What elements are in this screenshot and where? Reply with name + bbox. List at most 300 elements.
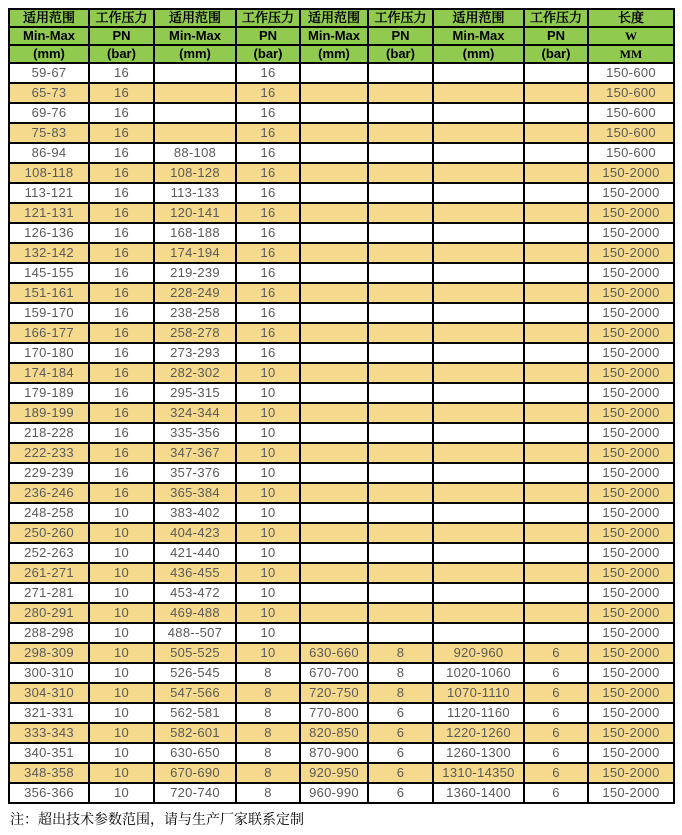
table-cell xyxy=(433,203,524,223)
table-cell: 321-331 xyxy=(9,703,89,723)
table-cell xyxy=(524,543,588,563)
table-cell: 219-239 xyxy=(154,263,236,283)
table-cell: 10 xyxy=(89,663,154,683)
table-row xyxy=(9,563,674,583)
table-cell: 8 xyxy=(236,663,300,683)
table-cell: 16 xyxy=(89,343,154,363)
table-cell xyxy=(368,463,433,483)
table-cell: 126-136 xyxy=(9,223,89,243)
table-cell xyxy=(300,583,368,603)
table-cell xyxy=(300,243,368,263)
table-cell: 250-260 xyxy=(9,523,89,543)
table-cell: 6 xyxy=(368,723,433,743)
table-cell: 166-177 xyxy=(9,323,89,343)
table-cell xyxy=(524,423,588,443)
table-cell: 16 xyxy=(236,323,300,343)
table-row xyxy=(9,323,674,343)
table-cell xyxy=(524,143,588,163)
table-cell: 150-600 xyxy=(588,103,674,123)
table-cell: 10 xyxy=(236,443,300,463)
table-cell xyxy=(433,263,524,283)
table-cell xyxy=(368,323,433,343)
table-cell: 348-358 xyxy=(9,763,89,783)
header-title-col8: 工作压力 xyxy=(524,9,588,27)
table-cell: 357-376 xyxy=(154,463,236,483)
table-cell: 16 xyxy=(89,363,154,383)
table-cell: 238-258 xyxy=(154,303,236,323)
table-cell: 150-2000 xyxy=(588,763,674,783)
header-unit-col3: (mm) xyxy=(154,45,236,63)
table-cell: 488--507 xyxy=(154,623,236,643)
table-cell: 670-700 xyxy=(300,663,368,683)
table-cell xyxy=(433,423,524,443)
table-cell: 10 xyxy=(89,543,154,563)
table-cell xyxy=(433,543,524,563)
table-cell: 10 xyxy=(236,583,300,603)
table-cell: 170-180 xyxy=(9,343,89,363)
table-cell: 920-960 xyxy=(433,643,524,663)
header-subtitle-col2: PN xyxy=(89,27,154,45)
table-row xyxy=(9,303,674,323)
table-cell: 6 xyxy=(524,703,588,723)
table-cell: 179-189 xyxy=(9,383,89,403)
table-cell: 300-310 xyxy=(9,663,89,683)
table-cell: 16 xyxy=(89,263,154,283)
table-body xyxy=(9,63,674,803)
table-cell xyxy=(524,223,588,243)
table-cell xyxy=(524,303,588,323)
table-cell: 10 xyxy=(236,363,300,383)
header-row-titles xyxy=(9,9,674,27)
table-cell: 113-121 xyxy=(9,183,89,203)
table-cell xyxy=(524,323,588,343)
table-cell: 436-455 xyxy=(154,563,236,583)
table-cell xyxy=(368,83,433,103)
table-cell: 150-2000 xyxy=(588,623,674,643)
table-cell: 16 xyxy=(89,463,154,483)
table-row xyxy=(9,643,674,663)
table-cell: 16 xyxy=(89,423,154,443)
header-subtitle-col5: Min-Max xyxy=(300,27,368,45)
table-cell: 505-525 xyxy=(154,643,236,663)
table-cell: 10 xyxy=(89,603,154,623)
table-cell: 1120-1160 xyxy=(433,703,524,723)
header-title-col5: 适用范围 xyxy=(300,9,368,27)
table-cell: 150-2000 xyxy=(588,503,674,523)
table-cell xyxy=(368,503,433,523)
table-cell: 150-2000 xyxy=(588,223,674,243)
table-cell xyxy=(368,583,433,603)
table-cell: 16 xyxy=(89,183,154,203)
table-cell xyxy=(368,143,433,163)
table-cell: 630-650 xyxy=(154,743,236,763)
table-cell: 6 xyxy=(368,743,433,763)
table-cell xyxy=(300,83,368,103)
table-row xyxy=(9,63,674,83)
table-cell xyxy=(433,343,524,363)
table-cell xyxy=(300,623,368,643)
table-cell: 547-566 xyxy=(154,683,236,703)
table-row xyxy=(9,83,674,103)
table-row xyxy=(9,783,674,803)
header-title-col6: 工作压力 xyxy=(368,9,433,27)
table-row xyxy=(9,163,674,183)
table-cell: 150-2000 xyxy=(588,783,674,803)
table-cell: 150-2000 xyxy=(588,163,674,183)
table-cell: 10 xyxy=(89,743,154,763)
table-cell xyxy=(524,623,588,643)
table-row xyxy=(9,623,674,643)
table-cell xyxy=(433,383,524,403)
table-cell: 526-545 xyxy=(154,663,236,683)
table-cell: 150-2000 xyxy=(588,543,674,563)
table-cell: 6 xyxy=(524,723,588,743)
table-cell xyxy=(368,283,433,303)
table-cell: 150-2000 xyxy=(588,443,674,463)
table-cell: 16 xyxy=(89,383,154,403)
table-cell: 150-2000 xyxy=(588,283,674,303)
table-cell xyxy=(524,103,588,123)
table-cell: 150-2000 xyxy=(588,183,674,203)
header-subtitle-col3: Min-Max xyxy=(154,27,236,45)
table-cell xyxy=(368,203,433,223)
table-cell xyxy=(524,523,588,543)
table-cell xyxy=(433,523,524,543)
header-title-col9: 长度 xyxy=(588,9,674,27)
table-cell: 150-2000 xyxy=(588,523,674,543)
table-cell: 59-67 xyxy=(9,63,89,83)
table-cell: 304-310 xyxy=(9,683,89,703)
table-cell xyxy=(524,603,588,623)
table-cell: 1220-1260 xyxy=(433,723,524,743)
table-row xyxy=(9,203,674,223)
table-cell xyxy=(433,583,524,603)
table-cell: 340-351 xyxy=(9,743,89,763)
table-cell xyxy=(433,283,524,303)
table-cell: 1020-1060 xyxy=(433,663,524,683)
table-cell: 920-950 xyxy=(300,763,368,783)
table-cell: 86-94 xyxy=(9,143,89,163)
table-cell: 8 xyxy=(236,683,300,703)
table-header xyxy=(9,9,674,63)
table-row xyxy=(9,503,674,523)
table-cell xyxy=(300,163,368,183)
table-cell: 770-800 xyxy=(300,703,368,723)
table-cell: 10 xyxy=(236,563,300,583)
table-cell: 150-2000 xyxy=(588,203,674,223)
table-cell: 10 xyxy=(89,783,154,803)
table-cell xyxy=(300,543,368,563)
table-cell xyxy=(300,463,368,483)
table-cell: 324-344 xyxy=(154,403,236,423)
table-cell xyxy=(524,443,588,463)
table-cell: 1310-14350 xyxy=(433,763,524,783)
table-cell xyxy=(433,143,524,163)
table-cell xyxy=(300,183,368,203)
table-cell xyxy=(433,183,524,203)
table-row xyxy=(9,463,674,483)
table-cell: 150-2000 xyxy=(588,243,674,263)
table-cell: 16 xyxy=(236,203,300,223)
table-cell: 236-246 xyxy=(9,483,89,503)
table-cell: 150-2000 xyxy=(588,343,674,363)
table-cell: 333-343 xyxy=(9,723,89,743)
table-cell: 8 xyxy=(368,643,433,663)
table-cell: 108-128 xyxy=(154,163,236,183)
table-cell: 150-2000 xyxy=(588,463,674,483)
table-cell: 295-315 xyxy=(154,383,236,403)
table-cell: 6 xyxy=(524,683,588,703)
table-cell xyxy=(300,323,368,343)
table-cell: 150-2000 xyxy=(588,303,674,323)
table-cell xyxy=(524,563,588,583)
table-cell xyxy=(524,183,588,203)
header-subtitle-col4: PN xyxy=(236,27,300,45)
table-cell: 150-2000 xyxy=(588,723,674,743)
table-cell: 6 xyxy=(524,783,588,803)
table-cell: 150-2000 xyxy=(588,383,674,403)
table-cell xyxy=(433,103,524,123)
table-cell: 8 xyxy=(368,683,433,703)
header-title-col1: 适用范围 xyxy=(9,9,89,27)
table-cell xyxy=(433,243,524,263)
table-cell: 6 xyxy=(524,663,588,683)
table-cell: 159-170 xyxy=(9,303,89,323)
table-cell: 108-118 xyxy=(9,163,89,183)
table-cell: 421-440 xyxy=(154,543,236,563)
table-row xyxy=(9,183,674,203)
header-title-col4: 工作压力 xyxy=(236,9,300,27)
table-row xyxy=(9,763,674,783)
table-cell xyxy=(368,423,433,443)
table-cell xyxy=(300,203,368,223)
table-row xyxy=(9,103,674,123)
table-cell: 10 xyxy=(236,423,300,443)
header-row-units xyxy=(9,45,674,63)
table-cell: 298-309 xyxy=(9,643,89,663)
table-row xyxy=(9,743,674,763)
table-cell: 150-600 xyxy=(588,143,674,163)
table-row xyxy=(9,243,674,263)
table-cell: 261-271 xyxy=(9,563,89,583)
table-cell: 75-83 xyxy=(9,123,89,143)
table-cell: 383-402 xyxy=(154,503,236,523)
table-cell: 10 xyxy=(89,523,154,543)
table-cell: 16 xyxy=(236,183,300,203)
table-row xyxy=(9,123,674,143)
table-cell xyxy=(300,283,368,303)
table-cell: 16 xyxy=(236,303,300,323)
table-cell: 150-2000 xyxy=(588,583,674,603)
header-subtitle-col9: W xyxy=(588,27,674,45)
table-cell xyxy=(524,483,588,503)
table-cell: 720-740 xyxy=(154,783,236,803)
table-cell: 174-184 xyxy=(9,363,89,383)
table-cell xyxy=(368,403,433,423)
table-cell: 16 xyxy=(89,83,154,103)
table-cell xyxy=(368,303,433,323)
table-cell: 145-155 xyxy=(9,263,89,283)
table-cell xyxy=(524,403,588,423)
table-cell: 16 xyxy=(89,203,154,223)
header-unit-col2: (bar) xyxy=(89,45,154,63)
table-row xyxy=(9,683,674,703)
table-cell: 150-2000 xyxy=(588,663,674,683)
table-cell xyxy=(433,563,524,583)
header-unit-col1: (mm) xyxy=(9,45,89,63)
table-row xyxy=(9,143,674,163)
table-row xyxy=(9,383,674,403)
table-cell: 10 xyxy=(236,543,300,563)
table-cell: 120-141 xyxy=(154,203,236,223)
table-cell: 8 xyxy=(236,703,300,723)
table-cell: 335-356 xyxy=(154,423,236,443)
table-cell xyxy=(524,263,588,283)
table-cell: 10 xyxy=(236,383,300,403)
table-cell: 121-131 xyxy=(9,203,89,223)
table-cell xyxy=(300,443,368,463)
table-cell xyxy=(524,343,588,363)
table-cell xyxy=(368,443,433,463)
table-cell xyxy=(368,523,433,543)
table-cell xyxy=(368,223,433,243)
table-cell: 8 xyxy=(368,663,433,683)
table-cell: 347-367 xyxy=(154,443,236,463)
table-cell xyxy=(524,83,588,103)
table-cell: 10 xyxy=(89,643,154,663)
table-cell: 16 xyxy=(89,223,154,243)
table-cell: 10 xyxy=(89,563,154,583)
table-cell xyxy=(524,463,588,483)
table-cell: 10 xyxy=(236,603,300,623)
table-cell: 16 xyxy=(236,63,300,83)
table-cell xyxy=(368,543,433,563)
table-cell: 248-258 xyxy=(9,503,89,523)
table-cell: 870-900 xyxy=(300,743,368,763)
table-cell xyxy=(368,363,433,383)
table-cell: 6 xyxy=(368,763,433,783)
table-cell xyxy=(433,463,524,483)
table-row xyxy=(9,343,674,363)
table-cell: 6 xyxy=(524,763,588,783)
table-cell xyxy=(368,243,433,263)
table-cell xyxy=(154,123,236,143)
table-cell: 150-600 xyxy=(588,63,674,83)
table-cell: 10 xyxy=(236,483,300,503)
table-cell xyxy=(300,523,368,543)
table-cell: 271-281 xyxy=(9,583,89,603)
table-cell: 150-2000 xyxy=(588,643,674,663)
table-cell xyxy=(524,243,588,263)
table-cell: 10 xyxy=(236,643,300,663)
table-cell: 150-600 xyxy=(588,83,674,103)
table-cell xyxy=(154,103,236,123)
table-cell xyxy=(433,83,524,103)
table-cell xyxy=(433,503,524,523)
table-cell: 16 xyxy=(236,223,300,243)
table-row xyxy=(9,483,674,503)
table-row xyxy=(9,723,674,743)
table-cell: 630-660 xyxy=(300,643,368,663)
table-cell: 10 xyxy=(89,683,154,703)
table-cell: 16 xyxy=(89,323,154,343)
table-cell: 960-990 xyxy=(300,783,368,803)
table-cell: 16 xyxy=(236,283,300,303)
table-cell: 280-291 xyxy=(9,603,89,623)
table-cell: 258-278 xyxy=(154,323,236,343)
table-cell: 10 xyxy=(89,763,154,783)
table-cell: 6 xyxy=(524,643,588,663)
table-cell: 150-2000 xyxy=(588,363,674,383)
table-row xyxy=(9,263,674,283)
table-cell: 10 xyxy=(89,503,154,523)
table-cell xyxy=(433,163,524,183)
table-cell: 10 xyxy=(236,623,300,643)
table-cell xyxy=(300,423,368,443)
table-cell: 150-2000 xyxy=(588,563,674,583)
table-cell: 69-76 xyxy=(9,103,89,123)
table-cell: 720-750 xyxy=(300,683,368,703)
table-cell xyxy=(524,283,588,303)
table-cell: 1260-1300 xyxy=(433,743,524,763)
header-title-col2: 工作压力 xyxy=(89,9,154,27)
table-cell: 16 xyxy=(236,163,300,183)
table-cell xyxy=(300,263,368,283)
table-cell: 16 xyxy=(236,103,300,123)
table-cell: 820-850 xyxy=(300,723,368,743)
table-cell: 16 xyxy=(89,163,154,183)
table-cell: 150-2000 xyxy=(588,603,674,623)
table-cell: 16 xyxy=(89,403,154,423)
header-title-col7: 适用范围 xyxy=(433,9,524,27)
table-cell: 252-263 xyxy=(9,543,89,563)
table-cell xyxy=(368,63,433,83)
table-cell: 16 xyxy=(89,243,154,263)
table-cell xyxy=(300,303,368,323)
table-cell xyxy=(368,623,433,643)
table-cell: 10 xyxy=(89,583,154,603)
table-cell xyxy=(368,123,433,143)
table-cell xyxy=(300,483,368,503)
table-cell xyxy=(368,263,433,283)
table-cell xyxy=(300,63,368,83)
table-cell: 356-366 xyxy=(9,783,89,803)
table-cell: 273-293 xyxy=(154,343,236,363)
table-row xyxy=(9,603,674,623)
table-cell: 113-133 xyxy=(154,183,236,203)
table-cell: 150-2000 xyxy=(588,403,674,423)
table-cell xyxy=(300,563,368,583)
table-cell xyxy=(300,343,368,363)
table-cell xyxy=(368,103,433,123)
table-row xyxy=(9,583,674,603)
table-cell: 16 xyxy=(89,123,154,143)
table-cell: 6 xyxy=(524,743,588,763)
table-cell: 229-239 xyxy=(9,463,89,483)
table-cell: 670-690 xyxy=(154,763,236,783)
table-cell xyxy=(433,223,524,243)
table-row xyxy=(9,703,674,723)
table-cell xyxy=(368,483,433,503)
table-cell: 16 xyxy=(89,63,154,83)
table-cell: 218-228 xyxy=(9,423,89,443)
table-cell xyxy=(368,343,433,363)
table-cell xyxy=(300,123,368,143)
table-cell xyxy=(433,403,524,423)
table-cell xyxy=(300,143,368,163)
header-row-subtitles xyxy=(9,27,674,45)
table-cell: 10 xyxy=(89,703,154,723)
